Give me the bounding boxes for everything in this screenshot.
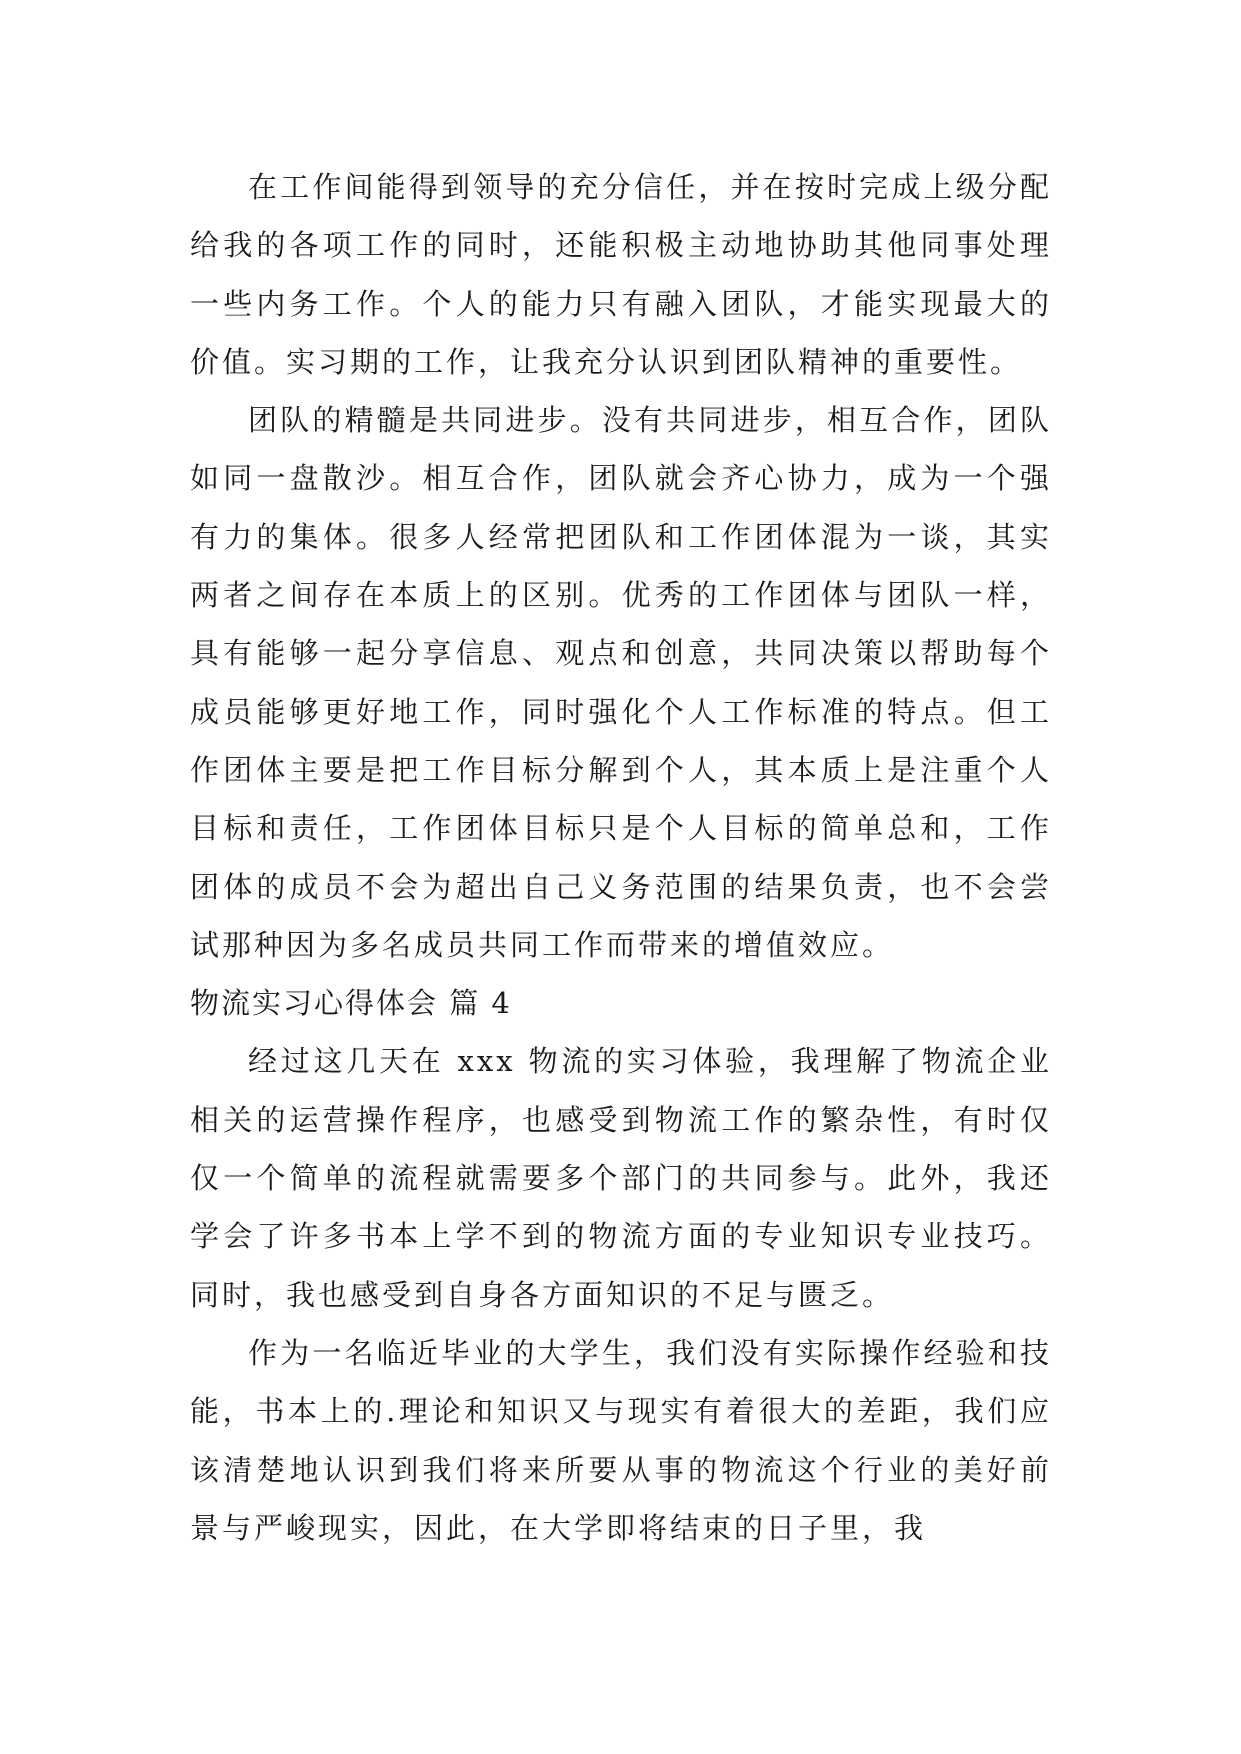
paragraph-internship-experience: 经过这几天在 xxx 物流的实习体验，我理解了物流企业相关的运营操作程序，也感受到物流工作的繁杂性，有时仅仅一个简单的流程就需要多个部门的共同参与。此外，我还学会了许多书本上学不到的物流方面的专业知识专业技巧。同时，我也感受到自身各方面知识的不足与匮乏。 [190, 1044, 1052, 1312]
paragraph-team-trust: 在工作间能得到领导的充分信任，并在按时完成上级分配给我的各项工作的同时，还能积极主动地协助其他同事处理一些内务工作。个人的能力只有融入团队，才能实现最大的价值。实习期的工作，让我充分认识到团队精神的重要性。 [190, 170, 1052, 379]
section-heading: 物流实习心得体会 篇 4 [190, 986, 512, 1021]
paragraph-graduate-reflection: 作为一名临近毕业的大学生，我们没有实际操作经验和技能，书本上的.理论和知识又与现实有着很大的差距，我们应该清楚地认识到我们将来所要从事的物流这个行业的美好前景与严峻现实，因此，在大学即将结束的日子里，我 [190, 1335, 1052, 1545]
paragraph-team-essence: 团队的精髓是共同进步。没有共同进步，相互合作，团队如同一盘散沙。相互合作，团队就会齐心协力，成为一个强有力的集体。很多人经常把团队和工作团体混为一谈，其实两者之间存在本质上的区别。优秀的工作团体与团队一样，具有能够一起分享信息、观点和创意，共同决策以帮助每个成员能够更好地工作，同时强化个人工作标准的特点。但工作团体主要是把工作目标分解到个人，其本质上是注重个人目标和责任，工作团体目标只是个人目标的简单总和，工作团体的成员不会为超出自己义务范围的结果负责，也不会尝试那种因为多名成员共同工作而带来的增值效应。 [190, 403, 1052, 962]
document-body [190, 158, 1052, 1557]
